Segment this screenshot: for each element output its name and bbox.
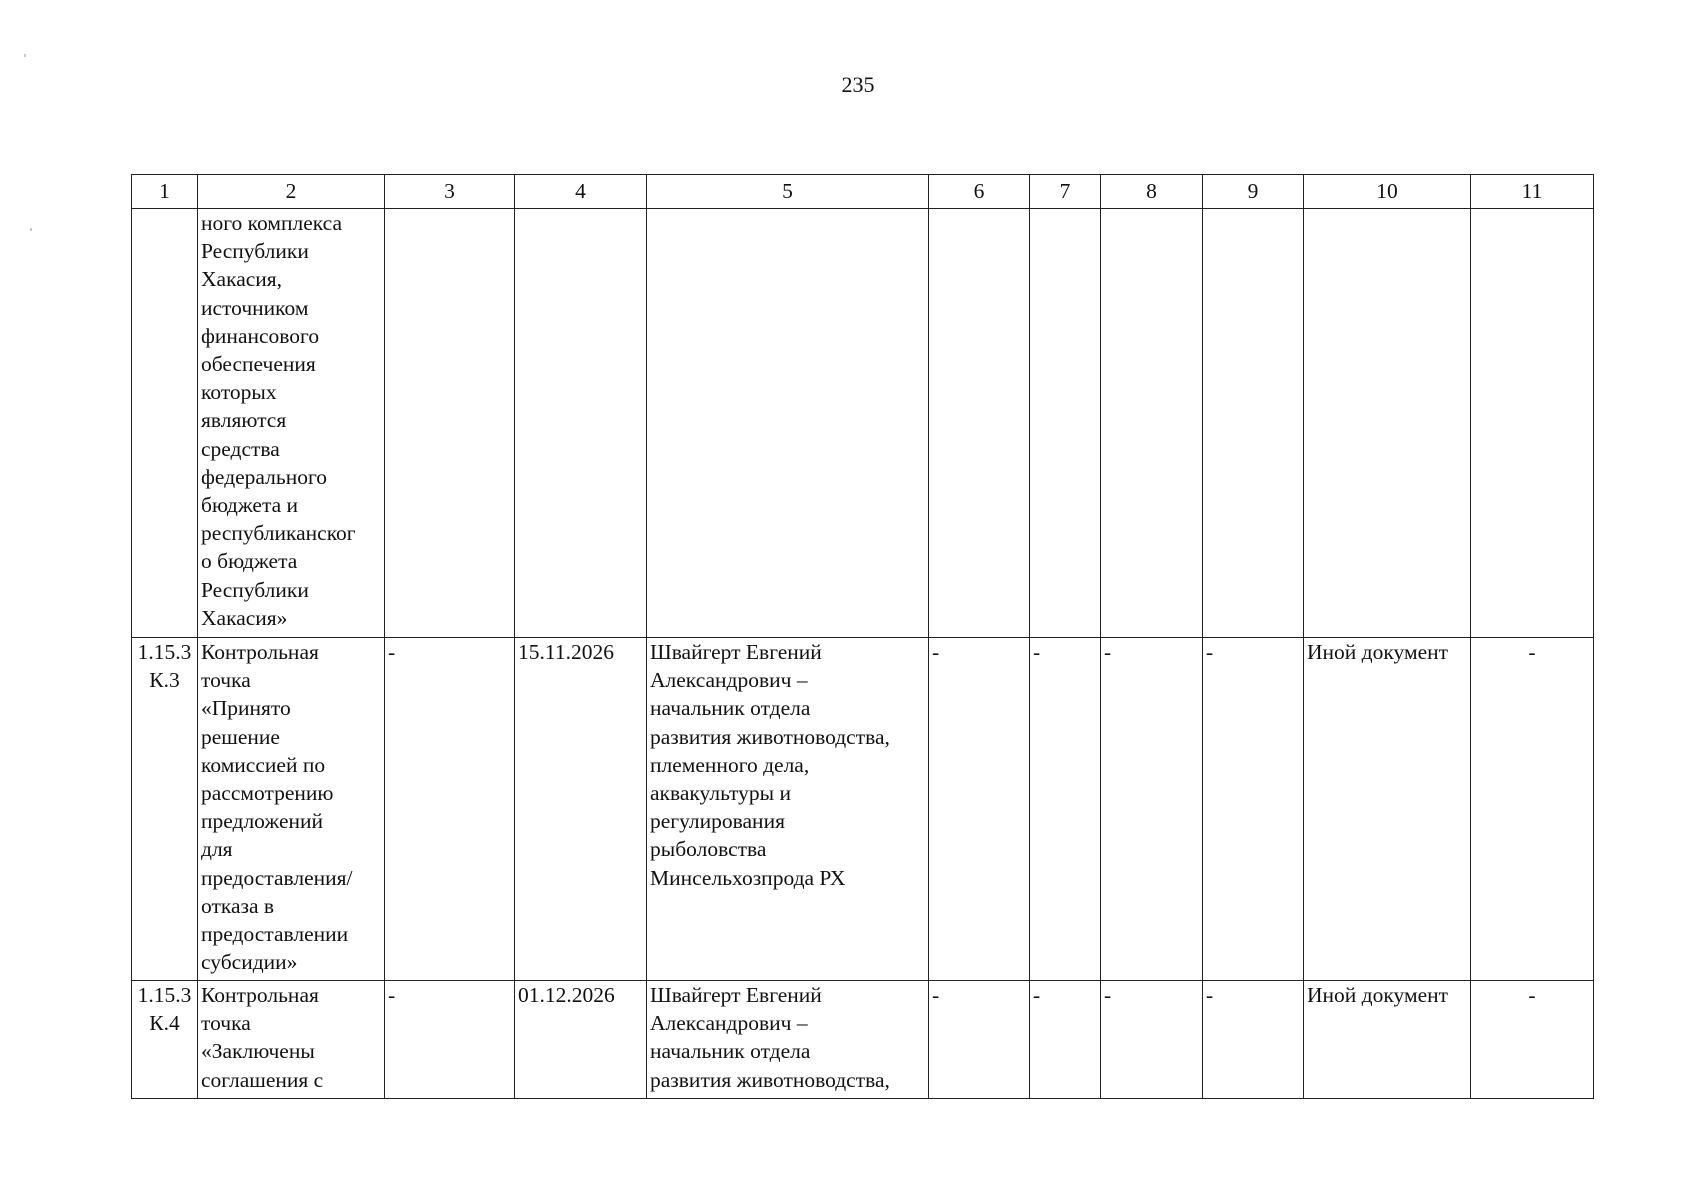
table-row — [132, 981, 1594, 1099]
schedule-table — [131, 174, 1594, 1099]
cell-col8: - — [1101, 981, 1203, 1099]
cell-col6: - — [929, 981, 1030, 1099]
cell-col7: - — [1030, 981, 1101, 1099]
cell-date: 15.11.2026 — [515, 638, 647, 981]
text-line: предоставлении — [201, 922, 349, 947]
cell-col9: - — [1203, 638, 1304, 981]
header-cell: 2 — [198, 175, 385, 209]
cell-number — [132, 981, 198, 1099]
cell-col8 — [1101, 209, 1203, 638]
text-line: федерального — [201, 464, 327, 489]
text-line: точка — [201, 668, 251, 693]
cell-number — [132, 209, 198, 638]
cell-document-type: Иной документ — [1304, 638, 1471, 981]
cell-description — [198, 209, 385, 638]
text-line: отказа в — [201, 893, 275, 918]
text-line: о бюджета — [201, 549, 298, 574]
cell-responsible — [647, 209, 929, 638]
cell-col6 — [929, 209, 1030, 638]
cell-col11: - — [1471, 638, 1594, 981]
text-line: Хакасия, — [201, 267, 283, 292]
cell-col9 — [1203, 209, 1304, 638]
cell-col3 — [385, 209, 515, 638]
cell-col11 — [1471, 209, 1594, 638]
header-cell: 4 — [515, 175, 647, 209]
text-line: соглашения с — [201, 1067, 324, 1092]
scan-mark — [24, 54, 26, 57]
header-cell: 11 — [1471, 175, 1594, 209]
header-cell: 5 — [647, 175, 929, 209]
text-line: обеспечения — [201, 352, 316, 377]
cell-col7: - — [1030, 638, 1101, 981]
cell-col3: - — [385, 638, 515, 981]
text-line: являются — [201, 408, 287, 433]
text-line: 1.15.3 — [137, 640, 192, 664]
text-line: бюджета и — [201, 493, 299, 518]
text-line: ного комплекса — [201, 211, 342, 235]
header-row — [132, 175, 1594, 209]
cell-responsible — [647, 638, 929, 981]
text-line: Контрольная — [201, 640, 319, 664]
cell-col8: - — [1101, 638, 1203, 981]
text-line: «Принято — [201, 696, 291, 721]
cell-col3: - — [385, 981, 515, 1099]
header-cell: 3 — [385, 175, 515, 209]
header-cell: 6 — [929, 175, 1030, 209]
table-row — [132, 209, 1594, 638]
cell-col11: - — [1471, 981, 1594, 1099]
header-cell: 9 — [1203, 175, 1304, 209]
text-line: рыболовства — [650, 837, 767, 862]
text-line: развития животноводства, — [650, 724, 890, 749]
cell-description — [198, 638, 385, 981]
text-line: Александрович – — [650, 668, 808, 693]
text-line: финансового — [201, 323, 320, 348]
text-line: Республики — [201, 577, 309, 602]
text-line: для — [201, 837, 233, 862]
text-line: комиссией по — [201, 752, 326, 777]
text-line: К.4 — [149, 1011, 180, 1036]
text-line: начальник отдела — [650, 1039, 811, 1064]
text-line: племенного дела, — [650, 752, 810, 777]
text-line: начальник отдела — [650, 696, 811, 721]
text-line: регулирования — [650, 809, 785, 834]
header-cell: 8 — [1101, 175, 1203, 209]
cell-date — [515, 209, 647, 638]
text-line: рассмотрению — [201, 781, 334, 806]
scan-mark — [30, 228, 32, 231]
text-line: Республики — [201, 239, 309, 264]
header-cell: 1 — [132, 175, 198, 209]
text-line: источником — [201, 295, 309, 320]
text-line: аквакультуры и — [650, 781, 791, 806]
text-line: развития животноводства, — [650, 1067, 890, 1092]
text-line: точка — [201, 1011, 251, 1036]
table-row — [132, 638, 1594, 981]
cell-document-type: Иной документ — [1304, 981, 1471, 1099]
text-line: Александрович – — [650, 1011, 808, 1036]
text-line: решение — [201, 724, 280, 749]
cell-document-type — [1304, 209, 1471, 638]
text-line: Минсельхозпрода РХ — [650, 865, 846, 890]
text-line: республиканског — [201, 521, 356, 546]
text-line: субсидии» — [201, 950, 298, 975]
cell-col9: - — [1203, 981, 1304, 1099]
text-line: Хакасия» — [201, 605, 288, 630]
page-number: 235 — [841, 72, 875, 97]
text-line: которых — [201, 380, 277, 405]
text-line: предложений — [201, 809, 324, 834]
text-line: К.3 — [149, 668, 180, 693]
cell-description — [198, 981, 385, 1099]
text-line: Швайгерт Евгений — [650, 983, 822, 1007]
cell-responsible — [647, 981, 929, 1099]
text-line: «Заключены — [201, 1039, 315, 1064]
text-line: 1.15.3 — [137, 983, 192, 1007]
cell-col7 — [1030, 209, 1101, 638]
header-cell: 10 — [1304, 175, 1471, 209]
cell-date: 01.12.2026 — [515, 981, 647, 1099]
text-line: Швайгерт Евгений — [650, 640, 822, 664]
text-line: Контрольная — [201, 983, 319, 1007]
header-cell: 7 — [1030, 175, 1101, 209]
cell-number — [132, 638, 198, 981]
text-line: средства — [201, 436, 280, 461]
text-line: предоставления/ — [201, 865, 353, 890]
cell-col6: - — [929, 638, 1030, 981]
